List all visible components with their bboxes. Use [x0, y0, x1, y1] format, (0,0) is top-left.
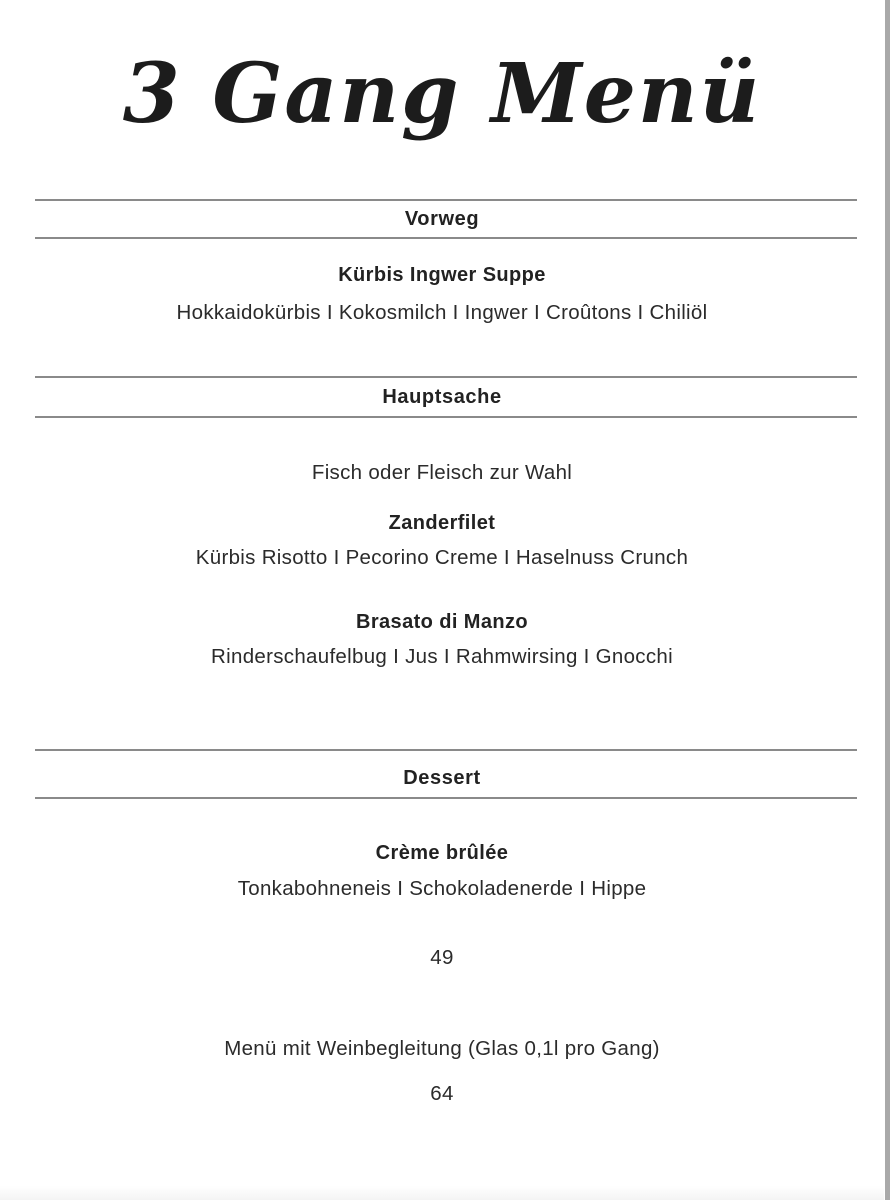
- divider-line: [35, 416, 857, 418]
- wine-pairing-price: 64: [430, 1082, 454, 1105]
- dish-name: Crème brûlée: [375, 842, 509, 864]
- divider-line: [35, 797, 857, 799]
- dish-name: Kürbis Ingwer Suppe: [338, 264, 546, 286]
- section-note: Fisch oder Fleisch zur Wahl: [311, 461, 573, 484]
- dish-description: Hokkaidokürbis I Kokosmilch I Ingwer I Croûtons I Chiliöl: [176, 301, 708, 324]
- page-bottom-fade: [0, 1186, 890, 1200]
- dish-description: Kürbis Risotto I Pecorino Creme I Haselnuss Crunch: [195, 546, 689, 569]
- divider-line: [35, 237, 857, 239]
- section-header-hauptsache: Hauptsache: [382, 386, 502, 408]
- dish-description: Rinderschaufelbug I Jus I Rahmwirsing I Gnocchi: [211, 645, 673, 668]
- divider-line: [35, 749, 857, 751]
- menu-price: 49: [430, 946, 454, 969]
- dish-description: Tonkabohneneis I Schokoladenerde I Hippe: [237, 877, 647, 900]
- wine-pairing-label: Menü mit Weinbegleitung (Glas 0,1l pro Gang): [224, 1037, 660, 1060]
- dish-name: Brasato di Manzo: [356, 611, 528, 633]
- section-header-dessert: Dessert: [403, 767, 481, 789]
- section-header-vorweg: Vorweg: [404, 208, 480, 230]
- scrollbar-thumb[interactable]: [885, 0, 890, 1200]
- divider-line: [35, 376, 857, 378]
- page-title: 3 Gang Menü: [122, 46, 762, 142]
- divider-line: [35, 199, 857, 201]
- dish-name: Zanderfilet: [388, 512, 496, 534]
- scrollbar-track[interactable]: [884, 0, 890, 1200]
